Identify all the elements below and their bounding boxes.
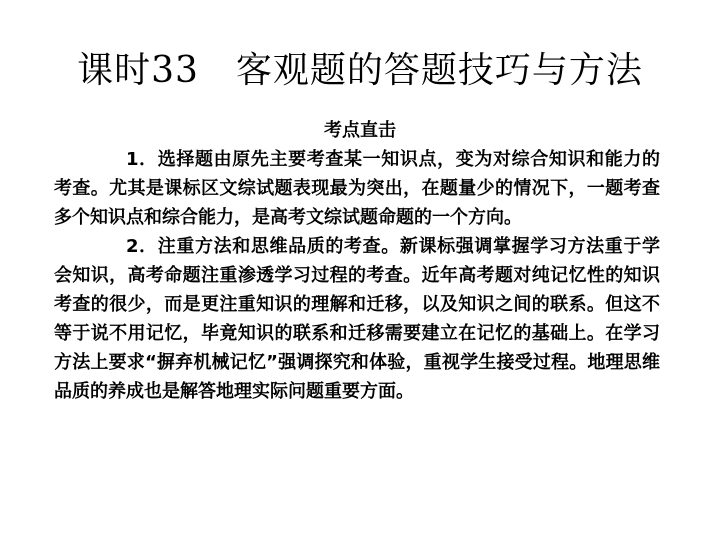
paragraph-2: 2．注重方法和思维品质的考查。新课标强调掌握学习方法重于学会知识，高考命题注重渗透学习过程的考查。近年高考题对纯记忆性的知识考查的很少，而是更注重知识的理解和迁移，以及知识之间的联系。但这不等于说不用记忆，毕竟知识的联系和迁移需要建立在记忆的基础上。在学习方法上要求“摒弃机械记忆”强调探究和体验，重视学生接受过程。地理思维品质的养成也是解答地理实际问题重要方面。 xyxy=(54,236,660,402)
slide-title: 课时33 客观题的答题技巧与方法 xyxy=(77,50,643,91)
slide-body xyxy=(54,145,660,406)
section-heading: 考点直击 xyxy=(324,120,396,141)
paragraph-1: 1．选择题由原先主要考查某一知识点，变为对综合知识和能力的考查。尤其是课标区文综试题表现最为突出，在题量少的情况下，一题考查多个知识点和综合能力，是高考文综试题命题的一个方向。 xyxy=(54,149,660,228)
